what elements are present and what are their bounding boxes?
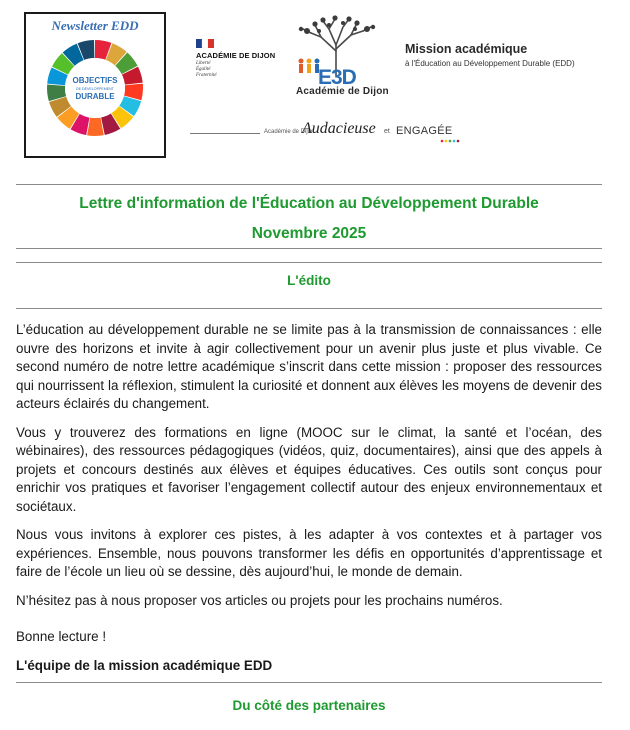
motto-liberte: Liberté bbox=[196, 61, 211, 66]
edito-paragraph-3: Nous vous invitons à explorer ces pistes, à les adapter à vos contextes et à partager vos expériences. Ensemble, nous pouvons transformer les défis en opportunités d’apprentissage et faire de l’école un lieu où se dessine, dès aujourd’hui, le monde de demain. bbox=[16, 527, 602, 579]
e3d-subtitle: Académie de Dijon bbox=[296, 86, 389, 97]
wheel-line-2: DE DÉVELOPPEMENT bbox=[76, 87, 114, 91]
newsletter-main-title: Lettre d'information de l'Éducation au Développement Durable bbox=[79, 195, 539, 212]
divider bbox=[16, 308, 602, 309]
edito-body bbox=[16, 321, 602, 685]
edito-closing: Bonne lecture ! bbox=[16, 629, 107, 644]
engagee-dots-icon bbox=[440, 139, 462, 143]
edito-paragraph-2: Vous y trouverez des formations en ligne (MOOC sur le climat, la santé et l’océan, des wébinaires), des ressources pédagogiques (vidéos, quiz, documentaires), ainsi que des appels à projets et concours destinés aux élèves et équipes éducatives. Ces outils sont conçus pour enrichir vos pratiques et favoriser l’engagement collectif autour des enjeux environnementaux et sociétaux. bbox=[16, 424, 602, 514]
republic-motto bbox=[196, 61, 217, 79]
sdg-wheel-segment bbox=[87, 117, 104, 136]
e3d-logo-text: E3D bbox=[318, 66, 356, 89]
slogan-et: et bbox=[384, 128, 390, 135]
mission-title: Mission académique bbox=[405, 42, 528, 56]
edito-paragraph-4: N’hésitez pas à nous proposer vos articles ou projets pour les prochains numéros. bbox=[16, 592, 503, 608]
divider bbox=[16, 682, 602, 683]
motto-egalite: Égalité bbox=[196, 67, 211, 72]
divider bbox=[16, 248, 602, 249]
newsletter-date: Novembre 2025 bbox=[251, 225, 367, 242]
motto-fraternite: Fraternité bbox=[196, 73, 217, 78]
slogan-engagee: ENGAGÉE bbox=[396, 125, 453, 137]
slogan-academie: Académie de Dijon bbox=[264, 129, 315, 135]
newsletter-card bbox=[24, 12, 166, 158]
academie-name: ACADÉMIE DE DIJON bbox=[196, 51, 276, 60]
edito-paragraph-1: L’éducation au développement durable ne se limite pas à la transmission de connaissances : elle ouvre des horizons et invite à agir collectivement pour un avenir plus juste et plus vivable. Ce second numéro de notre lettre académique s’inscrit dans cette mission : proposer des ressources qui nourrissent la réflexion, stimulent la curiosité et donnent aux élèves les moyens de devenir des acteurs éclairés du changement. bbox=[16, 322, 602, 411]
slogan-divider bbox=[190, 133, 260, 134]
children-figures bbox=[299, 59, 320, 74]
edito-signature: L'équipe de la mission académique EDD bbox=[16, 657, 273, 673]
sdg-wheel-logo bbox=[45, 38, 145, 138]
wheel-line-3: DURABLE bbox=[75, 92, 115, 101]
edito-heading: L'édito bbox=[287, 273, 331, 288]
divider bbox=[16, 262, 602, 263]
newsletter-title: Newsletter EDD bbox=[51, 18, 139, 33]
slogan-audacieuse: Audacieuse bbox=[302, 120, 376, 137]
french-flag-icon bbox=[196, 39, 214, 48]
mission-subtitle: à l'Éducation au Développement Durable (EDD) bbox=[405, 59, 575, 68]
divider bbox=[16, 184, 602, 185]
partners-heading: Du côté des partenaires bbox=[232, 698, 386, 713]
wheel-line-1: OBJECTIFS bbox=[72, 76, 118, 85]
